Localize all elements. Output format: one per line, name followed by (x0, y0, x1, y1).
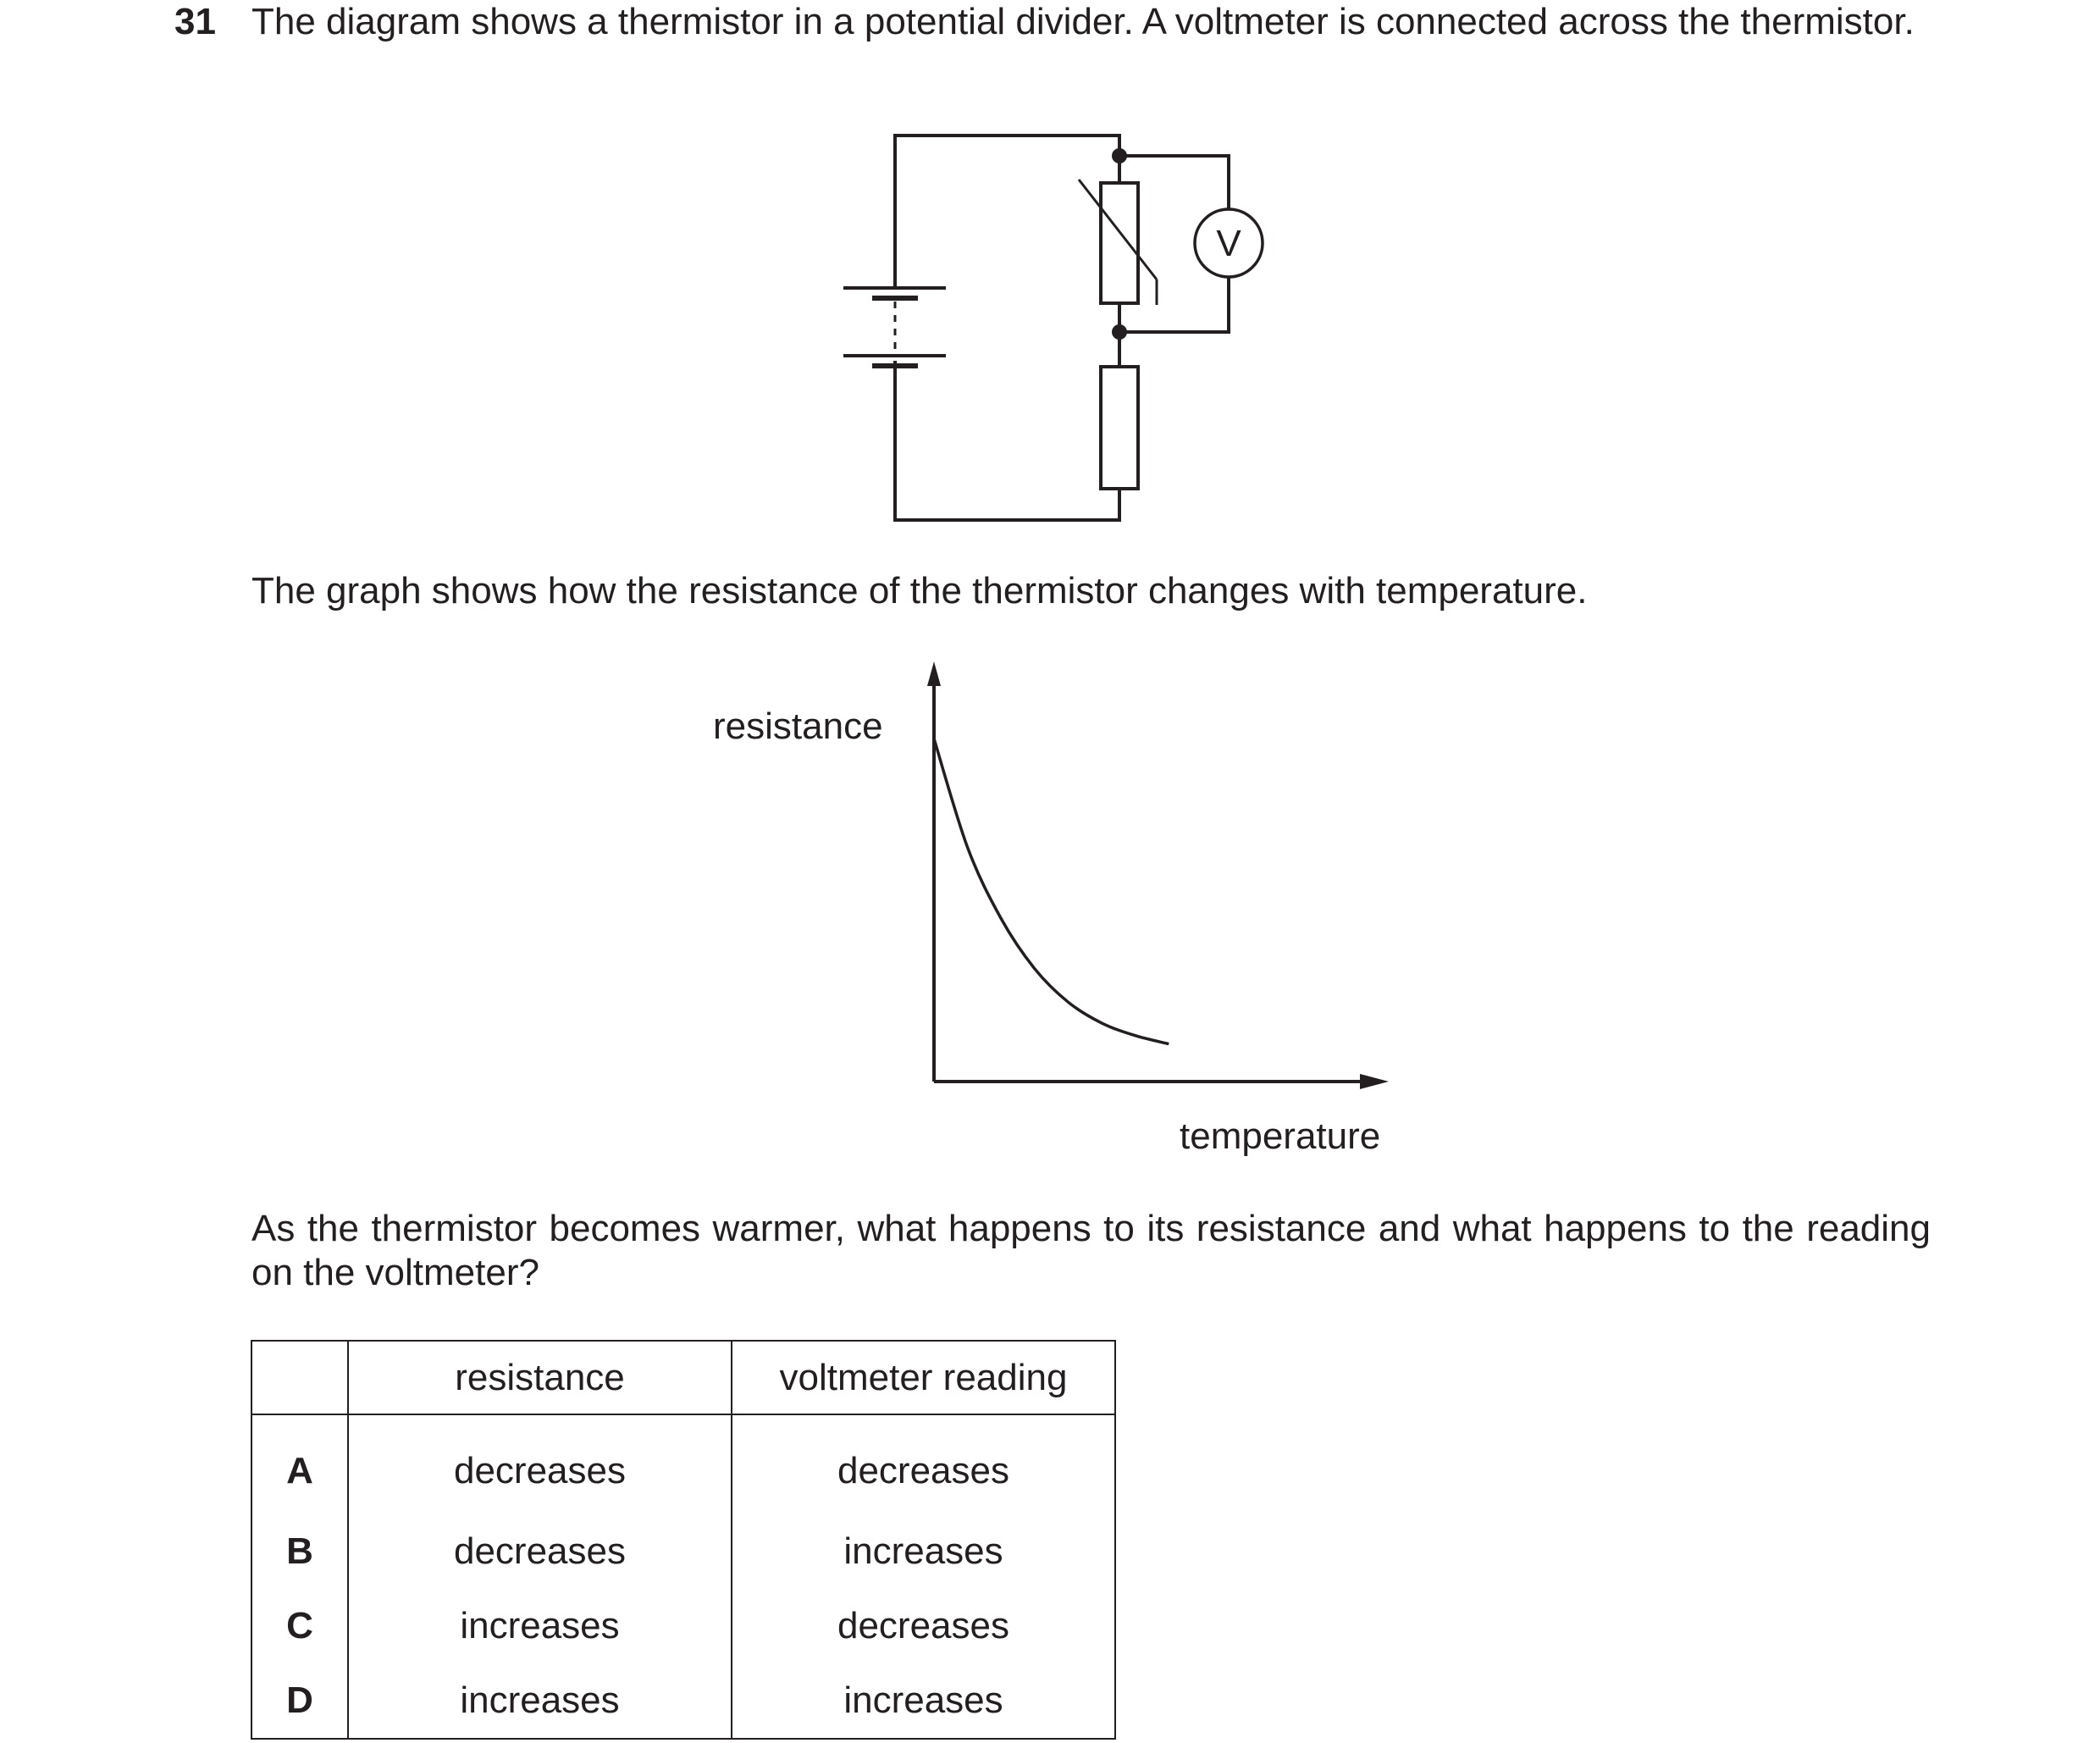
graph-axes (934, 684, 1362, 1082)
option-key[interactable]: D (251, 1663, 348, 1739)
x-axis-arrowhead (1360, 1074, 1389, 1089)
option-voltmeter: decreases (732, 1589, 1115, 1663)
thermistor-body (1101, 183, 1138, 303)
option-voltmeter: increases (732, 1514, 1115, 1589)
option-key[interactable]: B (251, 1514, 348, 1589)
option-row-b[interactable] (251, 1514, 1115, 1589)
option-key[interactable]: A (251, 1414, 348, 1514)
question-intro: The diagram shows a thermistor in a potential divider. A voltmeter is connected across the thermistor. (251, 1, 1915, 42)
header-voltmeter-reading: voltmeter reading (732, 1341, 1115, 1414)
header-key-cell (251, 1341, 348, 1414)
question-prompt: As the thermistor becomes warmer, what happens to its resistance and what happens to the reading on the voltmeter? (251, 1208, 1931, 1293)
answer-options-table (251, 1340, 1116, 1740)
option-resistance: increases (348, 1663, 732, 1739)
question-number: 31 (174, 1, 216, 42)
option-resistance: decreases (348, 1514, 732, 1589)
option-key[interactable]: C (251, 1589, 348, 1663)
graph-caption: The graph shows how the resistance of the thermistor changes with temperature. (251, 570, 1588, 611)
option-voltmeter: increases (732, 1663, 1115, 1739)
option-voltmeter: decreases (732, 1414, 1115, 1514)
x-axis-label: temperature (1180, 1115, 1381, 1157)
junction-top (1112, 148, 1127, 163)
y-axis-arrowhead (927, 661, 941, 686)
fixed-resistor-body (1101, 367, 1138, 489)
option-resistance: decreases (348, 1414, 732, 1514)
option-resistance: increases (348, 1589, 732, 1663)
y-axis-label: resistance (713, 706, 883, 747)
header-resistance: resistance (348, 1341, 732, 1414)
resistance-curve (934, 739, 1169, 1043)
voltmeter-symbol: V (1216, 223, 1241, 264)
thermistor-diagonal (1079, 180, 1157, 279)
junction-bottom (1112, 324, 1127, 340)
option-row-c[interactable] (251, 1589, 1115, 1663)
option-row-d[interactable] (251, 1663, 1115, 1739)
battery-wire-top (895, 136, 1119, 288)
option-row-a[interactable] (251, 1414, 1115, 1514)
table-header-row (251, 1341, 1115, 1414)
battery-wire-bottom (895, 361, 1119, 520)
